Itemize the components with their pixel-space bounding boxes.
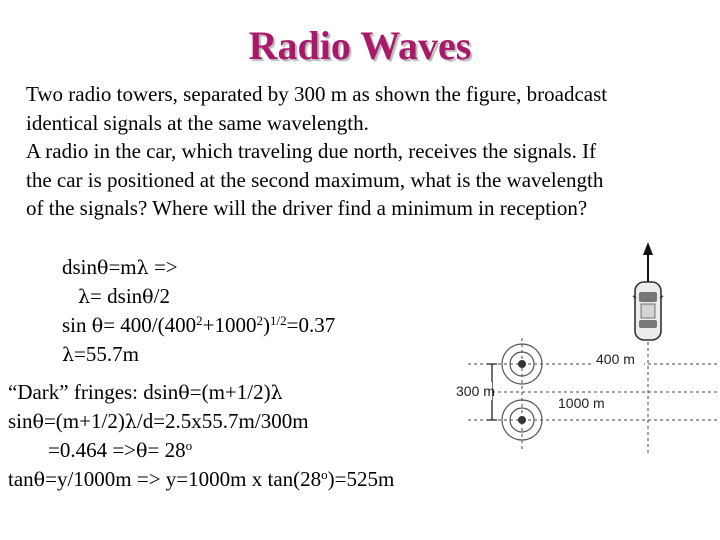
- eq-text: +1000: [202, 313, 257, 337]
- eq-text: /2: [153, 284, 170, 308]
- label-400m: 400 m: [596, 351, 635, 367]
- north-arrow-icon: [643, 242, 653, 282]
- page-title: Radio Waves: [248, 23, 472, 68]
- lambda-symbol: λ: [270, 382, 283, 404]
- lambda-symbol: λ: [62, 344, 75, 366]
- theta-symbol: θ: [32, 411, 44, 433]
- eq-text: sin: [62, 313, 92, 337]
- superscript: o: [185, 438, 193, 453]
- equation-path-difference: [62, 253, 178, 283]
- superscript: 2: [196, 313, 203, 328]
- eq-text: =55.7m: [74, 342, 139, 366]
- eq-text: =(m+1/2): [43, 409, 125, 433]
- label-300m: 300 m: [456, 383, 495, 399]
- eq-text: dsin: [62, 255, 98, 279]
- eq-text: “Dark” fringes: dsin: [8, 380, 179, 404]
- equation-wavelength: [78, 282, 170, 312]
- lambda-symbol: λ: [124, 411, 137, 433]
- theta-symbol: θ: [91, 315, 104, 337]
- eq-text: /d=2.5x55.7m/300m: [136, 409, 309, 433]
- eq-text: =y/1000m => y=1000m x tan(28: [45, 467, 322, 491]
- theta-symbol: θ: [136, 440, 148, 462]
- problem-line: the car is positioned at the second maximum, what is the wavelength: [26, 167, 604, 192]
- eq-text: sin: [8, 409, 33, 433]
- equation-dark-sine: [8, 407, 309, 437]
- equation-dark-position: [8, 465, 394, 495]
- label-1000m: 1000 m: [558, 395, 605, 411]
- superscript: o: [321, 467, 328, 482]
- theta-symbol: θ: [33, 469, 46, 491]
- car-icon: [633, 282, 663, 340]
- eq-text: =0.37: [286, 313, 336, 337]
- theta-symbol: θ: [142, 286, 154, 308]
- theta-symbol: θ: [97, 257, 109, 279]
- eq-text: = 400/(400: [103, 313, 197, 337]
- problem-line: A radio in the car, which traveling due north, receives the signals. If: [26, 139, 597, 163]
- problem-statement: [26, 80, 706, 223]
- lambda-symbol: λ: [136, 257, 149, 279]
- eq-text: = 28: [147, 438, 186, 462]
- equation-dark-fringes: [8, 378, 283, 408]
- eq-text: ): [262, 313, 270, 337]
- problem-line: identical signals at the same wavelength.: [26, 110, 369, 135]
- problem-line: of the signals? Where will the driver find a minimum in reception?: [26, 196, 588, 220]
- superscript: 1/2: [269, 313, 287, 328]
- lambda-symbol: λ: [78, 286, 91, 308]
- eq-text: =m: [108, 255, 137, 279]
- equation-dark-angle: [48, 436, 192, 466]
- towers-diagram: [452, 238, 720, 488]
- eq-text: =(m+1/2): [189, 380, 271, 404]
- eq-text: = dsin: [90, 284, 143, 308]
- equation-lambda-result: [62, 340, 139, 370]
- eq-text: )=525m: [327, 467, 395, 491]
- superscript: 2: [256, 313, 263, 328]
- theta-symbol: θ: [178, 382, 190, 404]
- eq-text: =0.464 =>: [48, 438, 137, 462]
- eq-text: =>: [148, 255, 178, 279]
- equation-sine: [62, 311, 335, 341]
- eq-text: tan: [8, 467, 34, 491]
- problem-line: Two radio towers, separated by 300 m as shown the figure, broadcast: [26, 82, 608, 106]
